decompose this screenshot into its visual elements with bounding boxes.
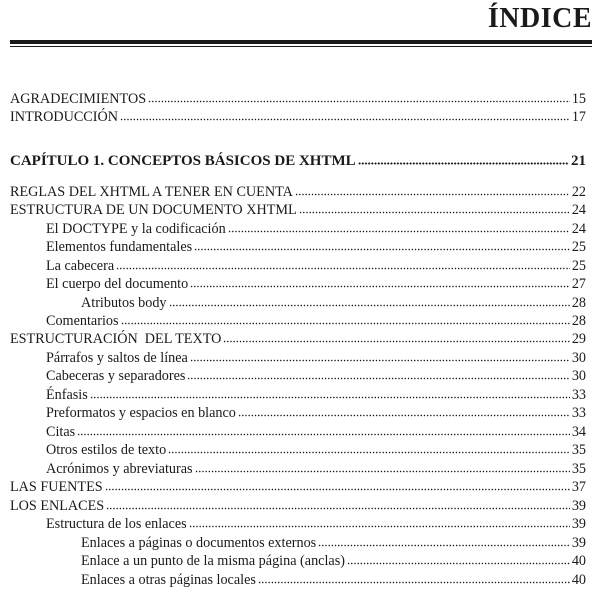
dot-leader (295, 182, 570, 196)
toc-entry-label: ESTRUCTURA DE UN DOCUMENTO XHTML (10, 202, 297, 218)
toc-entry-label: Enlaces a otras páginas locales (81, 572, 256, 588)
toc-entry (0, 533, 586, 552)
toc-entry (0, 477, 586, 496)
toc-entry-page: 22 (571, 184, 586, 200)
toc-entry (0, 311, 586, 330)
dot-leader (318, 533, 570, 547)
toc-entry (0, 256, 586, 275)
toc-entry (0, 551, 586, 570)
toc-entry (0, 219, 586, 238)
toc-entry-label: La cabecera (46, 258, 115, 274)
dot-leader (121, 311, 570, 325)
toc-entry (0, 182, 586, 201)
toc-entry-page: 39 (571, 516, 586, 532)
dot-leader (358, 151, 569, 165)
dot-leader (77, 422, 570, 436)
dot-leader (169, 293, 570, 307)
dot-leader (190, 274, 570, 288)
dot-leader (258, 570, 570, 584)
dot-leader (90, 385, 570, 399)
dot-leader (347, 551, 570, 565)
toc-entry-label: INTRODUCCIÓN (10, 109, 118, 125)
toc-entry-page: 35 (571, 461, 586, 477)
toc-entry (0, 348, 586, 367)
toc-entry-label: Preformatos y espacios en blanco (46, 405, 236, 421)
page-title: ÍNDICE (487, 3, 592, 34)
dot-leader (105, 477, 570, 491)
toc-entry-page: 21 (571, 153, 586, 169)
toc-entry (0, 440, 586, 459)
toc-entry-label: Acrónimos y abreviaturas (46, 461, 193, 477)
toc-entry-page: 35 (571, 442, 586, 458)
toc-entry-label: Párrafos y saltos de línea (46, 350, 188, 366)
toc-entry-label: LOS ENLACES (10, 498, 105, 514)
toc-entry-page: 40 (571, 572, 586, 588)
dot-leader (228, 219, 570, 233)
toc-entry (0, 274, 586, 293)
toc-entry (0, 385, 586, 404)
toc-entry-label: REGLAS DEL XHTML A TENER EN CUENTA (10, 184, 293, 200)
toc-entry-page: 24 (571, 221, 586, 237)
toc-entry-label: Énfasis (46, 387, 88, 403)
toc-entry (0, 570, 586, 589)
toc-entry (0, 89, 586, 108)
toc-entry (0, 293, 586, 312)
toc-entry-page: 17 (571, 109, 586, 125)
toc-entry-label: CAPÍTULO 1. CONCEPTOS BÁSICOS DE XHTML (10, 153, 356, 169)
dot-leader (106, 496, 570, 510)
toc-entry (0, 496, 586, 515)
dot-leader (223, 329, 569, 343)
dot-leader (194, 237, 570, 251)
toc-entry-page: 27 (571, 276, 586, 292)
dot-leader (116, 256, 570, 270)
toc-entry-label: El cuerpo del documento (46, 276, 189, 292)
toc-entry-label: Elementos fundamentales (46, 239, 193, 255)
toc-entry-label: Atributos body (81, 295, 167, 311)
dot-leader (168, 440, 570, 454)
toc-entry-page: 24 (571, 202, 586, 218)
toc-entry-page: 30 (571, 350, 586, 366)
toc-entry (0, 514, 586, 533)
dot-leader (189, 514, 570, 528)
toc-entry-page: 39 (571, 535, 586, 551)
toc-entry-label: ESTRUCTURACIÓN DEL TEXTO (10, 331, 222, 347)
toc-entry-label: Citas (46, 424, 76, 440)
toc-entry-label: Enlace a un punto de la misma página (anclas) (81, 553, 345, 569)
toc-entry (0, 366, 586, 385)
toc-entry-page: 34 (571, 424, 586, 440)
dot-leader (238, 403, 570, 417)
toc-entry-label: AGRADECIMIENTOS (10, 91, 147, 107)
dot-leader (299, 200, 570, 214)
dot-leader (120, 107, 570, 121)
toc-entry-label: Cabeceras y separadores (46, 368, 186, 384)
toc-entry (0, 237, 586, 256)
toc-entry-page: 30 (571, 368, 586, 384)
title-rule-thick (10, 40, 592, 44)
dot-leader (190, 348, 570, 362)
dot-leader (148, 89, 570, 103)
toc-chapter-entry (0, 151, 586, 170)
toc-entry (0, 200, 586, 219)
toc-entry-page: 28 (571, 313, 586, 329)
toc-entry-label: Comentarios (46, 313, 119, 329)
toc-entry-page: 15 (571, 91, 586, 107)
toc-entry-page: 25 (571, 239, 586, 255)
toc-entry (0, 459, 586, 478)
toc-entry-page: 33 (571, 387, 586, 403)
toc-entry (0, 403, 586, 422)
dot-leader (187, 366, 569, 380)
toc-entry-page: 33 (571, 405, 586, 421)
toc-entry-page: 40 (571, 553, 586, 569)
toc-entry-label: El DOCTYPE y la codificación (46, 221, 226, 237)
toc-entry-label: Enlaces a páginas o documentos externos (81, 535, 317, 551)
toc-entry-label: Estructura de los enlaces (46, 516, 187, 532)
toc-entry-page: 39 (571, 498, 586, 514)
toc-entry (0, 329, 586, 348)
toc-entry (0, 422, 586, 441)
toc-entry-page: 29 (571, 331, 586, 347)
toc-entry-page: 25 (571, 258, 586, 274)
toc-entry-label: Otros estilos de texto (46, 442, 167, 458)
toc-entry (0, 107, 586, 126)
title-rule-thin (10, 46, 592, 47)
dot-leader (195, 459, 570, 473)
toc-entry-page: 37 (571, 479, 586, 495)
toc-entry-label: LAS FUENTES (10, 479, 103, 495)
toc-entry-page: 28 (571, 295, 586, 311)
